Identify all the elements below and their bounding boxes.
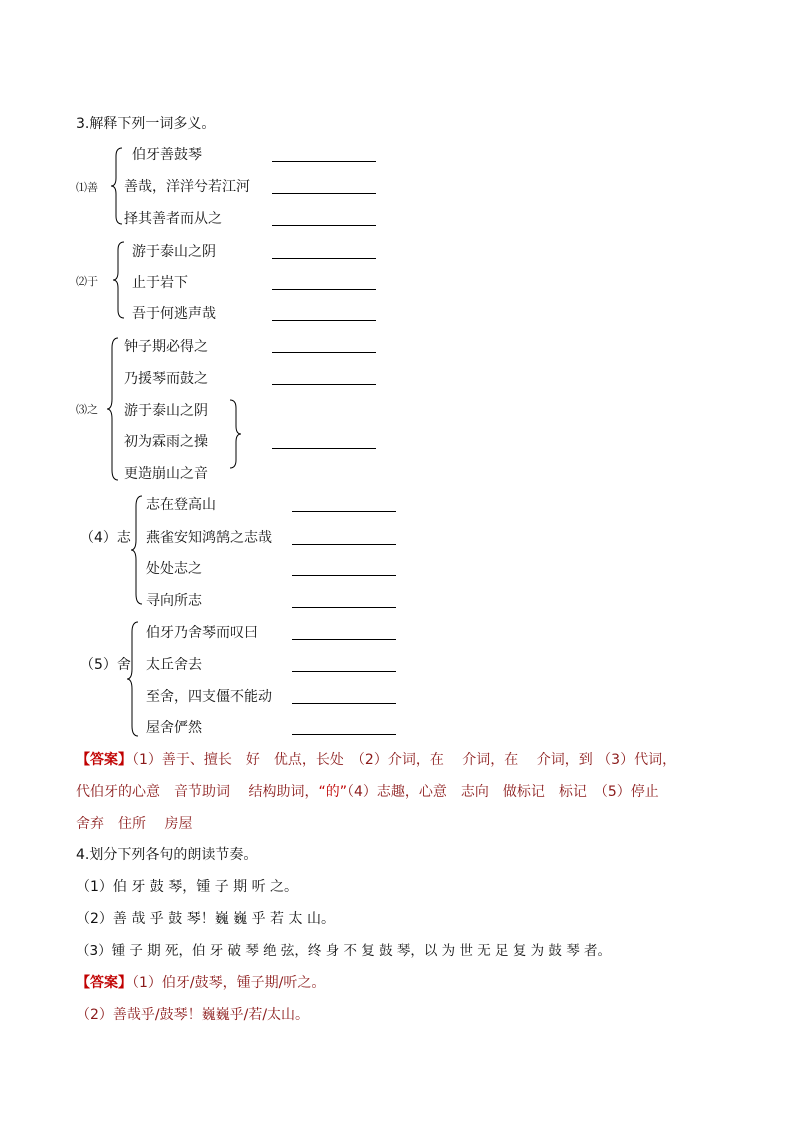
right-brace [228, 398, 242, 470]
answer-blank[interactable] [272, 320, 376, 321]
answer-blank[interactable] [272, 289, 376, 290]
g4-item: 处处志之 [146, 561, 202, 577]
left-brace [130, 494, 146, 606]
answer-blank[interactable] [292, 671, 396, 672]
answer-blank[interactable] [272, 384, 376, 385]
g5-item: 屋舍俨然 [146, 720, 202, 736]
g1-label: ⑴善 [76, 181, 98, 194]
answer-quote: “的” [318, 784, 347, 800]
answer-blank[interactable] [272, 258, 376, 259]
answer-blank[interactable] [292, 734, 396, 735]
g1-item: 择其善者而从之 [124, 211, 222, 227]
q4-sentence: （2）善 哉 乎 鼓 琴！巍 巍 乎 若 太 山。 [76, 911, 335, 927]
g3-item: 钟子期必得之 [124, 339, 208, 355]
g5-item: 伯牙乃舍琴而叹曰 [146, 625, 258, 641]
answer-blank[interactable] [292, 607, 396, 608]
g5-item: 至舍，四支僵不能动 [146, 689, 272, 705]
g2-label: ⑵于 [76, 275, 98, 288]
g4-label: （4）志 [80, 530, 131, 546]
left-brace [112, 240, 128, 320]
g2-item: 止于岩下 [132, 275, 188, 291]
q3-answer-line-2 [76, 784, 659, 800]
answer-blank[interactable] [292, 544, 396, 545]
g4-item: 志在登高山 [146, 497, 216, 513]
q4-answer-line-1 [76, 975, 325, 991]
answer-text: 代伯牙的心意 音节助词 结构助词， [76, 784, 319, 800]
answer-blank[interactable] [292, 703, 396, 704]
g3-label: ⑶之 [76, 403, 98, 416]
q3-answer-line-3: 舍弃 住所 房屋 [76, 816, 193, 832]
left-brace [126, 620, 142, 738]
g4-item: 燕雀安知鸿鹄之志哉 [146, 530, 272, 546]
answer-blank[interactable] [272, 225, 376, 226]
q3-answer-line-1 [76, 752, 676, 768]
g2-item: 吾于何逃声哉 [132, 306, 216, 322]
answer-blank[interactable] [272, 448, 376, 449]
g4-item: 寻向所志 [146, 593, 202, 609]
left-brace [106, 336, 122, 482]
q4-answer-line-2: （2）善哉乎/鼓琴！巍巍乎/若/太山。 [76, 1007, 310, 1023]
answer-text: （4）志趣，心意 志向 做标记 标记 （5）停止 [346, 784, 659, 800]
answer-blank[interactable] [292, 511, 396, 512]
q4-title: 4.划分下列各句的朗读节奏。 [76, 847, 258, 863]
g3-item: 初为霖雨之操 [124, 434, 208, 450]
answer-blank[interactable] [272, 161, 376, 162]
answer-label: 【答案】 [76, 975, 132, 991]
answer-blank[interactable] [292, 639, 396, 640]
answer-blank[interactable] [272, 193, 376, 194]
answer-text: （1）善于、擅长 好 优点，长处 （2）介词，在 介词，在 介词，到 （3）代词， [132, 752, 677, 768]
g5-item: 太丘舍去 [146, 657, 202, 673]
q3-title: 3.解释下列一词多义。 [76, 116, 216, 132]
g1-item: 善哉，洋洋兮若江河 [124, 179, 250, 195]
g3-item: 游于泰山之阴 [124, 403, 208, 419]
answer-blank[interactable] [292, 575, 396, 576]
g3-item: 乃援琴而鼓之 [124, 371, 208, 387]
answer-blank[interactable] [272, 352, 376, 353]
g1-item: 伯牙善鼓琴 [132, 147, 202, 163]
answer-text: （1）伯牙/鼓琴，锺子期/听之。 [132, 975, 326, 991]
g2-item: 游于泰山之阴 [132, 244, 216, 260]
answer-label: 【答案】 [76, 752, 132, 768]
g3-item: 更造崩山之音 [124, 466, 208, 482]
g5-label: （5）舍 [80, 657, 131, 673]
q4-sentence: （3）锺 子 期 死，伯 牙 破 琴 绝 弦，终 身 不 复 鼓 琴，以 为 世 无 足 复 为 鼓 琴 者。 [76, 943, 611, 959]
q4-sentence: （1）伯 牙 鼓 琴，锺 子 期 听 之。 [76, 879, 299, 895]
